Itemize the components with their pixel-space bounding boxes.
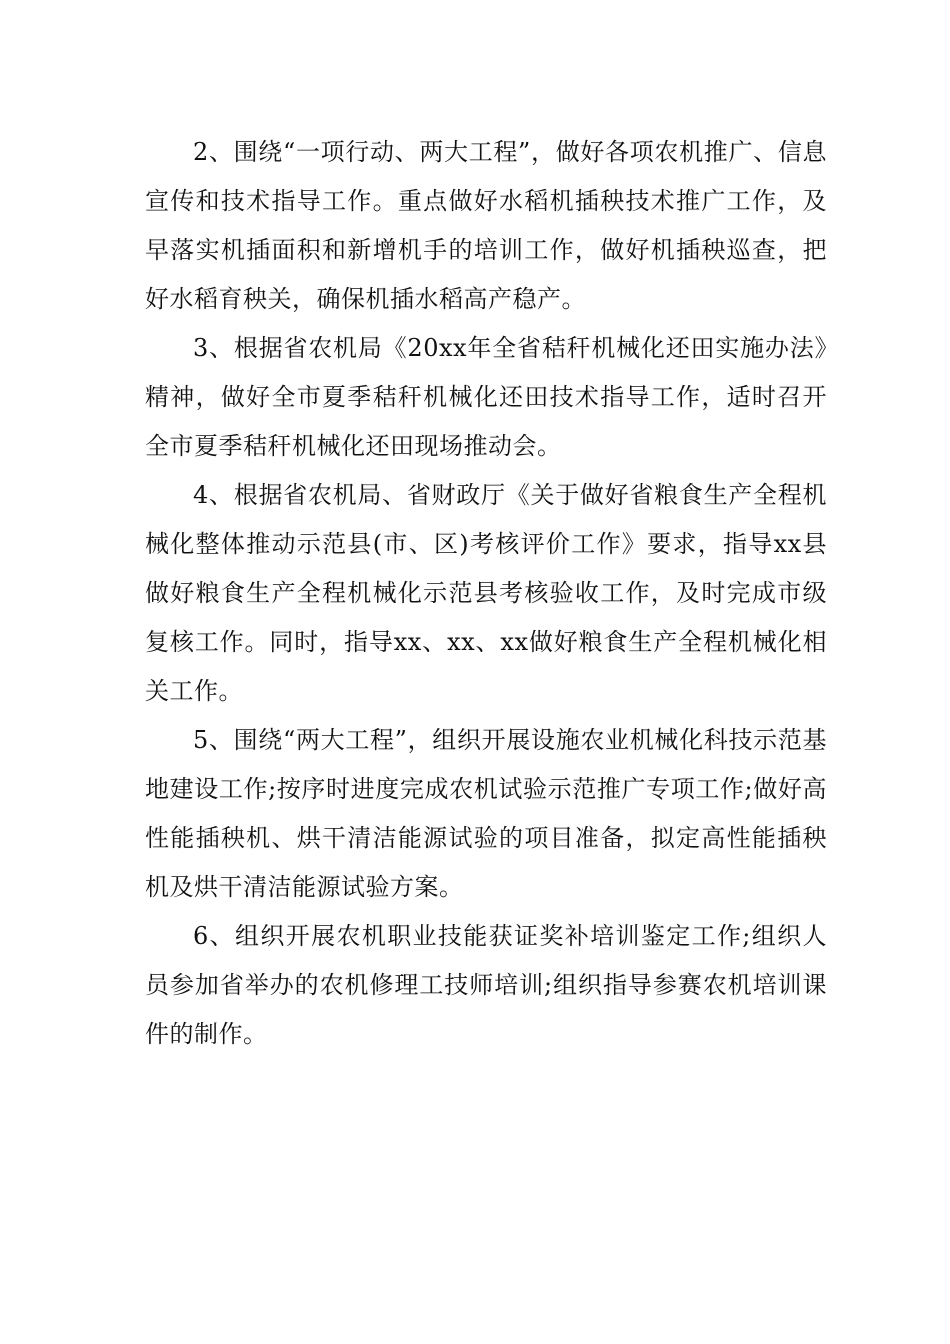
paragraph-item-4: 4、根据省农机局、省财政厅《关于做好省粮食生产全程机械化整体推动示范县(市、区)考核评价工作》要求，指导xx县做好粮食生产全程机械化示范县考核验收工作，及时完成市级复核工作。同时，指导xx、xx、xx做好粮食生产全程机械化相关工作。 — [145, 481, 827, 705]
document-body — [145, 128, 827, 1059]
paragraph-item-5: 5、围绕“两大工程”，组织开展设施农业机械化科技示范基地建设工作;按序时进度完成农机试验示范推广专项工作;做好高性能插秧机、烘干清洁能源试验的项目准备，拟定高性能插秧机及烘干清洁能源试验方案。 — [145, 726, 827, 901]
paragraph-item-3: 3、根据省农机局《20xx年全省秸秆机械化还田实施办法》精神，做好全市夏季秸秆机械化还田技术指导工作，适时召开全市夏季秸秆机械化还田现场推动会。 — [145, 334, 827, 460]
paragraph-item-6: 6、组织开展农机职业技能获证奖补培训鉴定工作;组织人员参加省举办的农机修理工技师培训;组织指导参赛农机培训课件的制作。 — [145, 922, 827, 1048]
paragraph-item-2: 2、围绕“一项行动、两大工程”，做好各项农机推广、信息宣传和技术指导工作。重点做好水稻机插秧技术推广工作，及早落实机插面积和新增机手的培训工作，做好机插秧巡查，把好水稻育秧关，确保机插水稻高产稳产。 — [145, 138, 827, 313]
